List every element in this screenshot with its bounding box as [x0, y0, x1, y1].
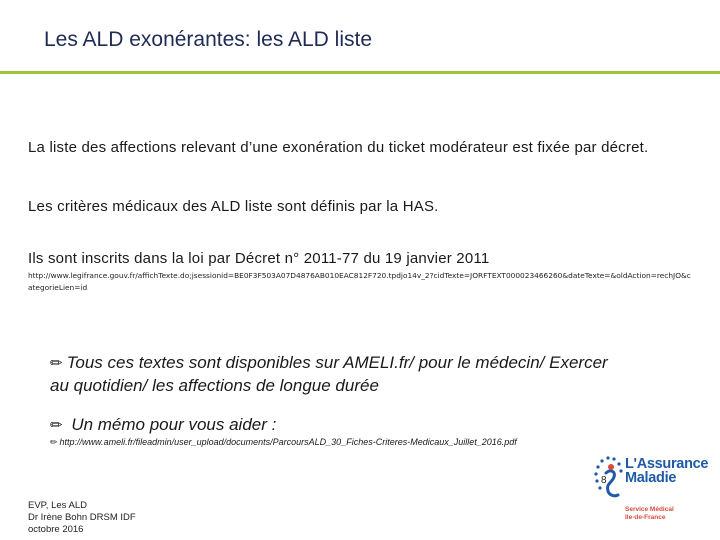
slide-title: Les ALD exonérantes: les ALD liste: [44, 28, 373, 51]
logo-name-line-1: L'Assurance: [625, 456, 709, 472]
emphasis-ameli: [50, 352, 610, 397]
footer-line-1: EVP, Les ALD: [28, 500, 87, 511]
paragraph-decree-2011: Ils sont inscrits dans la loi par Décret n° 2011-77 du 19 janvier 2011: [28, 250, 490, 267]
title-underline: [0, 71, 720, 74]
slide-footer: [28, 500, 136, 536]
assurance-maladie-logo: [592, 453, 720, 533]
logo-subtitle: [625, 506, 674, 522]
logo-sub-line-1: Service Médical: [625, 506, 674, 513]
ameli-link[interactable]: [50, 437, 517, 448]
emphasis-memo-text: Un mémo pour vous aider :: [71, 415, 277, 434]
paragraph-has-criteria: Les critères médicaux des ALD liste sont définis par la HAS.: [28, 198, 439, 215]
pencil-icon: ✏: [50, 355, 63, 372]
ameli-link-text[interactable]: http://www.ameli.fr/fileadmin/user_upload/documents/ParcoursALD_30_Fiches-Criteres-Medicaux_Juillet_2016.pdf: [59, 437, 517, 447]
footer-line-2: Dr Irène Bohn DRSM IDF: [28, 512, 136, 523]
logo-name-line-2: Maladie: [625, 470, 677, 486]
assurance-maladie-emblem-icon: [592, 453, 628, 509]
emphasis-memo: [50, 414, 610, 437]
logo-sub-line-2: Ile-de-France: [625, 514, 666, 521]
paragraph-decree-list: La liste des affections relevant d’une exonération du ticket modérateur est fixée par décret.: [28, 139, 649, 156]
legifrance-link[interactable]: http://www.legifrance.gouv.fr/affichTexte.do;jsessionid=BE0F3F503A07D4876AB010EAC812F720.tpdjo14v_2?cidTexte=JORFTEXT000023466260&dateTexte=&oldAction=rechJO&categorieLien=id: [28, 271, 691, 292]
emphasis-ameli-text: Tous ces textes sont disponibles sur AMELI.fr/ pour le médecin/ Exercer au quotidien/ les affections de longue durée: [50, 353, 608, 395]
footer-line-3: octobre 2016: [28, 524, 84, 535]
pencil-icon: ✏: [50, 437, 58, 447]
pencil-icon: ✏: [50, 417, 63, 434]
logo-name: [625, 457, 708, 485]
page-number: 8: [601, 475, 607, 486]
